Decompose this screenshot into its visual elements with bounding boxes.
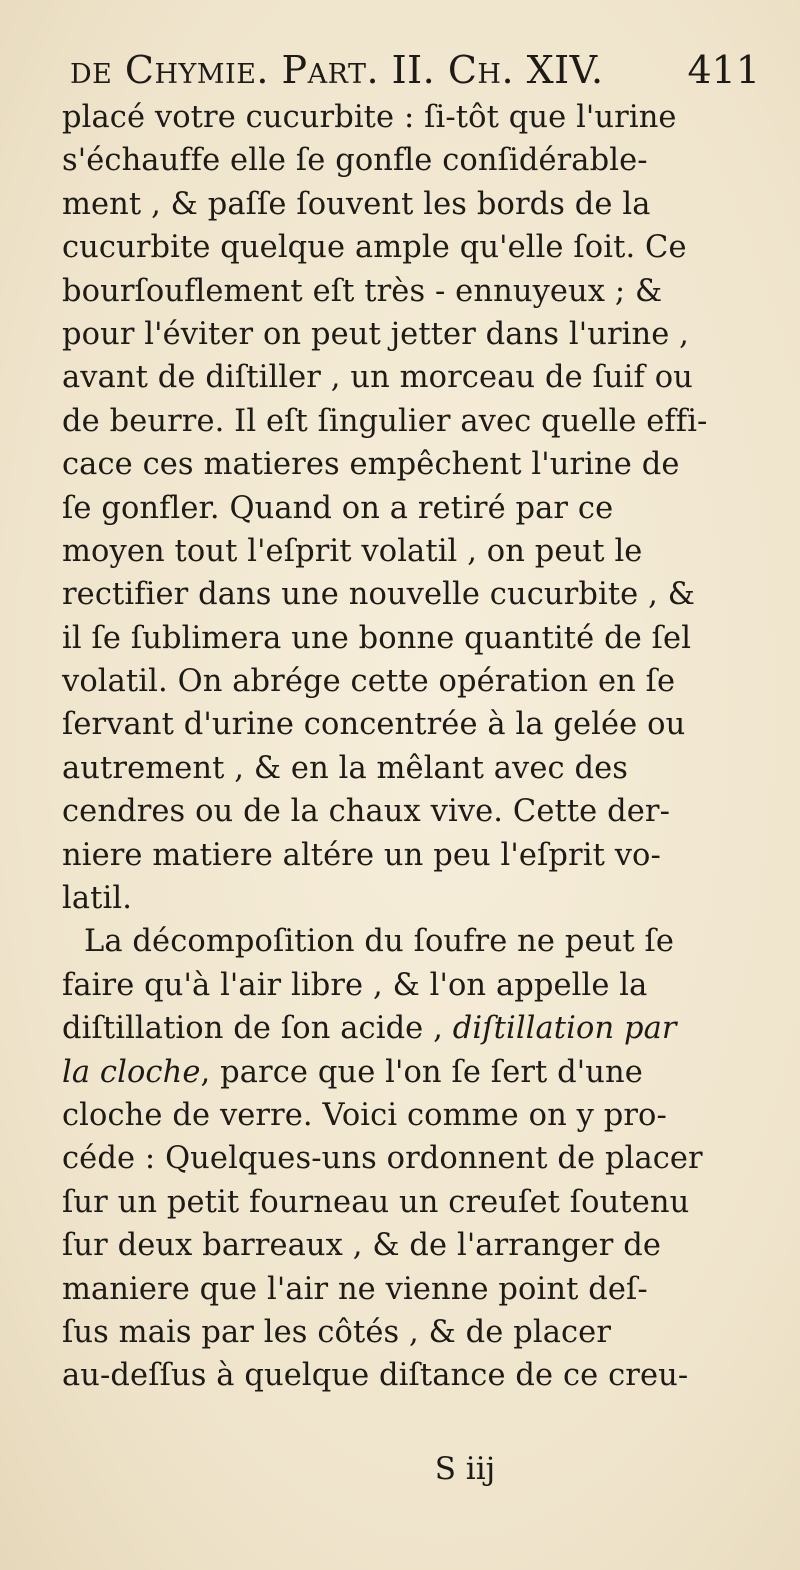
text-line: avant de diſtiller , un morceau de ſuif ou	[62, 360, 693, 396]
text-line: il ſe ſublimera une bonne quantité de ſel	[62, 620, 692, 656]
text-line: ſe gonfler. Quand on a retiré par ce	[62, 490, 614, 526]
text-line: ment , & paſſe ſouvent les bords de la	[62, 186, 651, 222]
italic-term: diſtillation par	[452, 1011, 677, 1047]
text-line: s'échauffe elle ſe gonfle conſidérable-	[62, 143, 648, 179]
text-line: cloche de verre. Voici comme on y pro-	[62, 1097, 667, 1133]
text-line: ſervant d'urine concentrée à la gelée ou	[62, 707, 686, 743]
text-line	[62, 1007, 762, 1050]
paragraph-start-line: La décompoſition du ſoufre ne peut ſe	[84, 924, 675, 960]
text-line: cendres ou de la chaux vive. Cette der-	[62, 794, 670, 830]
running-title: de Chymie. Part. II. Ch. XIV.	[70, 48, 604, 92]
text-line	[62, 1051, 762, 1094]
text-line: placé votre cucurbite : ſi-tôt que l'urine	[62, 100, 677, 135]
text-line: moyen tout l'eſprit volatil , on peut le	[62, 533, 643, 569]
text-line: latil.	[62, 881, 132, 917]
signature-mark: S iij	[434, 1451, 496, 1487]
text-line: pour l'éviter on peut jetter dans l'urine ,	[62, 316, 689, 352]
body-text	[62, 96, 762, 1398]
italic-term: la cloche	[62, 1054, 201, 1090]
text-line: ſus mais par les côtés , & de placer	[62, 1314, 611, 1350]
text-line: ſur un petit fourneau un creuſet ſoutenu	[62, 1184, 690, 1220]
text-line: au-deſſus à quelque diſtance de ce creu-	[62, 1358, 689, 1394]
text-line: cace ces matieres empêchent l'urine de	[62, 447, 680, 483]
running-head	[70, 45, 760, 95]
text-line: niere matiere altére un peu l'eſprit vo-	[62, 837, 661, 873]
text-line: de beurre. Il eſt ſingulier avec quelle effi-	[62, 403, 708, 439]
text-line: ſur deux barreaux , & de l'arranger de	[62, 1228, 661, 1264]
text-line: maniere que l'air ne vienne point deſ-	[62, 1271, 648, 1307]
text-line: bourſouflement eſt très - ennuyeux ; &	[62, 273, 663, 309]
page-number: 411	[687, 48, 760, 92]
text-line: céde : Quelques-uns ordonnent de placer	[62, 1141, 703, 1177]
text-line: rectifier dans une nouvelle cucurbite , &	[62, 577, 695, 613]
text-line: volatil. On abrége cette opération en ſe	[62, 664, 676, 700]
text-segment: , parce que l'on ſe ſert d'une	[200, 1054, 643, 1090]
text-line: faire qu'à l'air libre , & l'on appelle la	[62, 967, 648, 1003]
text-segment: diſtillation de ſon acide ,	[62, 1011, 443, 1047]
text-line: cucurbite quelque ample qu'elle ſoit. Ce	[62, 230, 687, 266]
text-line: autrement , & en la mêlant avec des	[62, 750, 629, 786]
